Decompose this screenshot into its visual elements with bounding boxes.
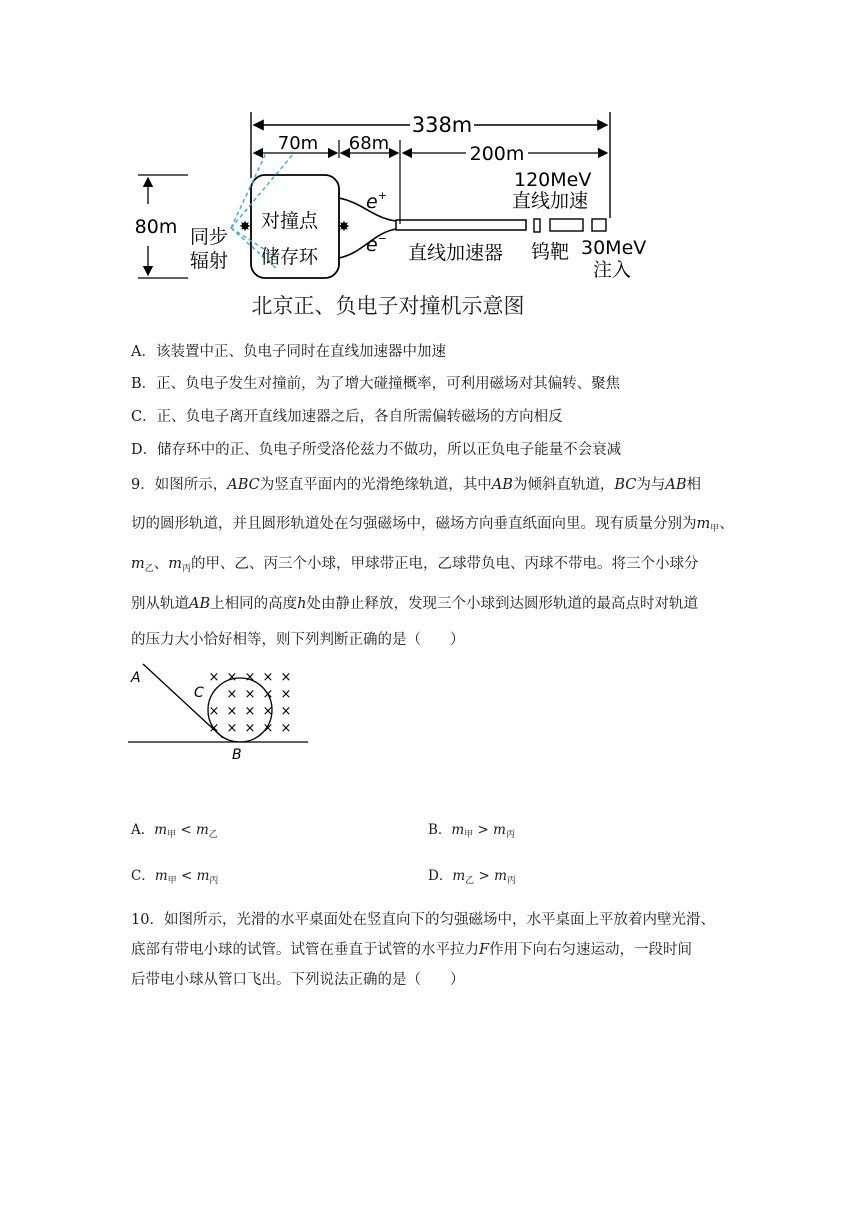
svg-text:×: ×: [262, 721, 274, 736]
q8-option-a: A．该装置中正、负电子同时在直线加速器中加速: [131, 344, 446, 360]
label-eminus: e−: [366, 232, 387, 256]
label-C: C: [194, 685, 204, 701]
label-A: A: [131, 670, 141, 686]
q9-option-a: A．$m_甲 < m_乙$: [131, 822, 218, 840]
label-68: 68m: [348, 133, 390, 154]
svg-text:×: ×: [244, 687, 256, 702]
label-inject: 注入: [593, 259, 632, 281]
q9-option-d: D．$m_乙 > m_丙$: [428, 868, 516, 886]
label-sync-2: 辐射: [190, 250, 229, 272]
q9-option-b: B．$m_甲 > m_丙$: [428, 822, 515, 840]
svg-text:✸: ✸: [338, 219, 350, 235]
q10-line-1: 10．如图所示，光滑的水平桌面处在竖直向下的匀强磁场中，水平桌面上平放着内壁光滑、: [131, 912, 715, 928]
q8-option-b: B．正、负电子发生对撞前，为了增大碰撞概率，可利用磁场对其偏转、聚焦: [131, 376, 621, 392]
linear-accelerator: [396, 220, 526, 230]
label-linac-top: 直线加速: [512, 190, 589, 212]
q9-line-5: 的压力大小恰好相等，则下列判断正确的是（ ）: [131, 632, 465, 648]
q8-option-d: D．储存环中的正、负电子所受洛伦兹力不做功，所以正负电子能量不会衰减: [131, 442, 622, 458]
label-338: 338m: [411, 113, 473, 137]
svg-text:×: ×: [244, 670, 256, 685]
collider-diagram: [128, 108, 648, 328]
svg-text:×: ×: [280, 704, 292, 719]
svg-text:×: ×: [280, 670, 292, 685]
q9-line-1: 9．如图所示，ABC为竖直平面内的光滑绝缘轨道，其中AB为倾斜直轨道，BC为与AB相: [131, 477, 702, 493]
svg-text:×: ×: [208, 704, 220, 719]
label-eplus: e+: [366, 189, 387, 213]
svg-text:×: ×: [280, 687, 292, 702]
q8-option-c: C．正、负电子离开直线加速器之后，各自所需偏转磁场的方向相反: [131, 409, 563, 425]
q9-line-2: 切的圆形轨道，并且圆形轨道处在匀强磁场中，磁场方向垂直纸面向里。现有质量分别为$m_甲$、: [131, 516, 734, 534]
q9-line-3: $m_乙$、$m_丙$的甲、乙、丙三个小球，甲球带正电，乙球带负电、丙球不带电。将三个小球分: [131, 556, 699, 574]
label-B: B: [232, 747, 242, 762]
q9-line-4: 别从轨道AB上相同的高度h处由静止释放，发现三个小球到达圆形轨道的最高点时对轨道: [131, 596, 698, 612]
svg-text:×: ×: [226, 704, 238, 719]
label-120mev: 120MeV: [514, 169, 592, 191]
collider-schematic: [128, 108, 648, 288]
label-80: 80m: [134, 216, 178, 238]
q9-option-c: C．$m_甲 < m_丙$: [131, 868, 219, 886]
svg-text:×: ×: [280, 721, 292, 736]
label-30mev: 30MeV: [581, 237, 647, 259]
tungsten-target: [534, 219, 540, 232]
track-diagram: [128, 662, 313, 762]
svg-text:×: ×: [244, 721, 256, 736]
svg-text:×: ×: [226, 687, 238, 702]
svg-text:×: ×: [244, 704, 256, 719]
label-200: 200m: [469, 143, 525, 165]
label-linac: 直线加速器: [408, 242, 504, 264]
magnetic-field-marks: [209, 670, 292, 736]
svg-text:×: ×: [262, 670, 274, 685]
figure-caption: 北京正、负电子对撞机示意图: [251, 294, 525, 318]
svg-text:×: ×: [226, 721, 238, 736]
label-sync-1: 同步: [190, 226, 229, 248]
label-70: 70m: [277, 133, 319, 154]
q10-line-3: 后带电小球从管口飞出。下列说法正确的是（ ）: [131, 972, 465, 988]
label-target: 钨靶: [531, 241, 570, 263]
svg-text:×: ×: [262, 687, 274, 702]
label-collision: 对撞点: [261, 210, 319, 232]
svg-text:✸: ✸: [239, 219, 251, 235]
svg-text:×: ×: [208, 721, 220, 736]
svg-text:×: ×: [208, 670, 220, 685]
q10-line-2: 底部有带电小球的试管。试管在垂直于试管的水平拉力F作用下向右匀速运动，一段时间: [131, 942, 693, 958]
svg-text:×: ×: [262, 704, 274, 719]
label-ring: 储存环: [261, 246, 319, 268]
svg-text:×: ×: [226, 670, 238, 685]
